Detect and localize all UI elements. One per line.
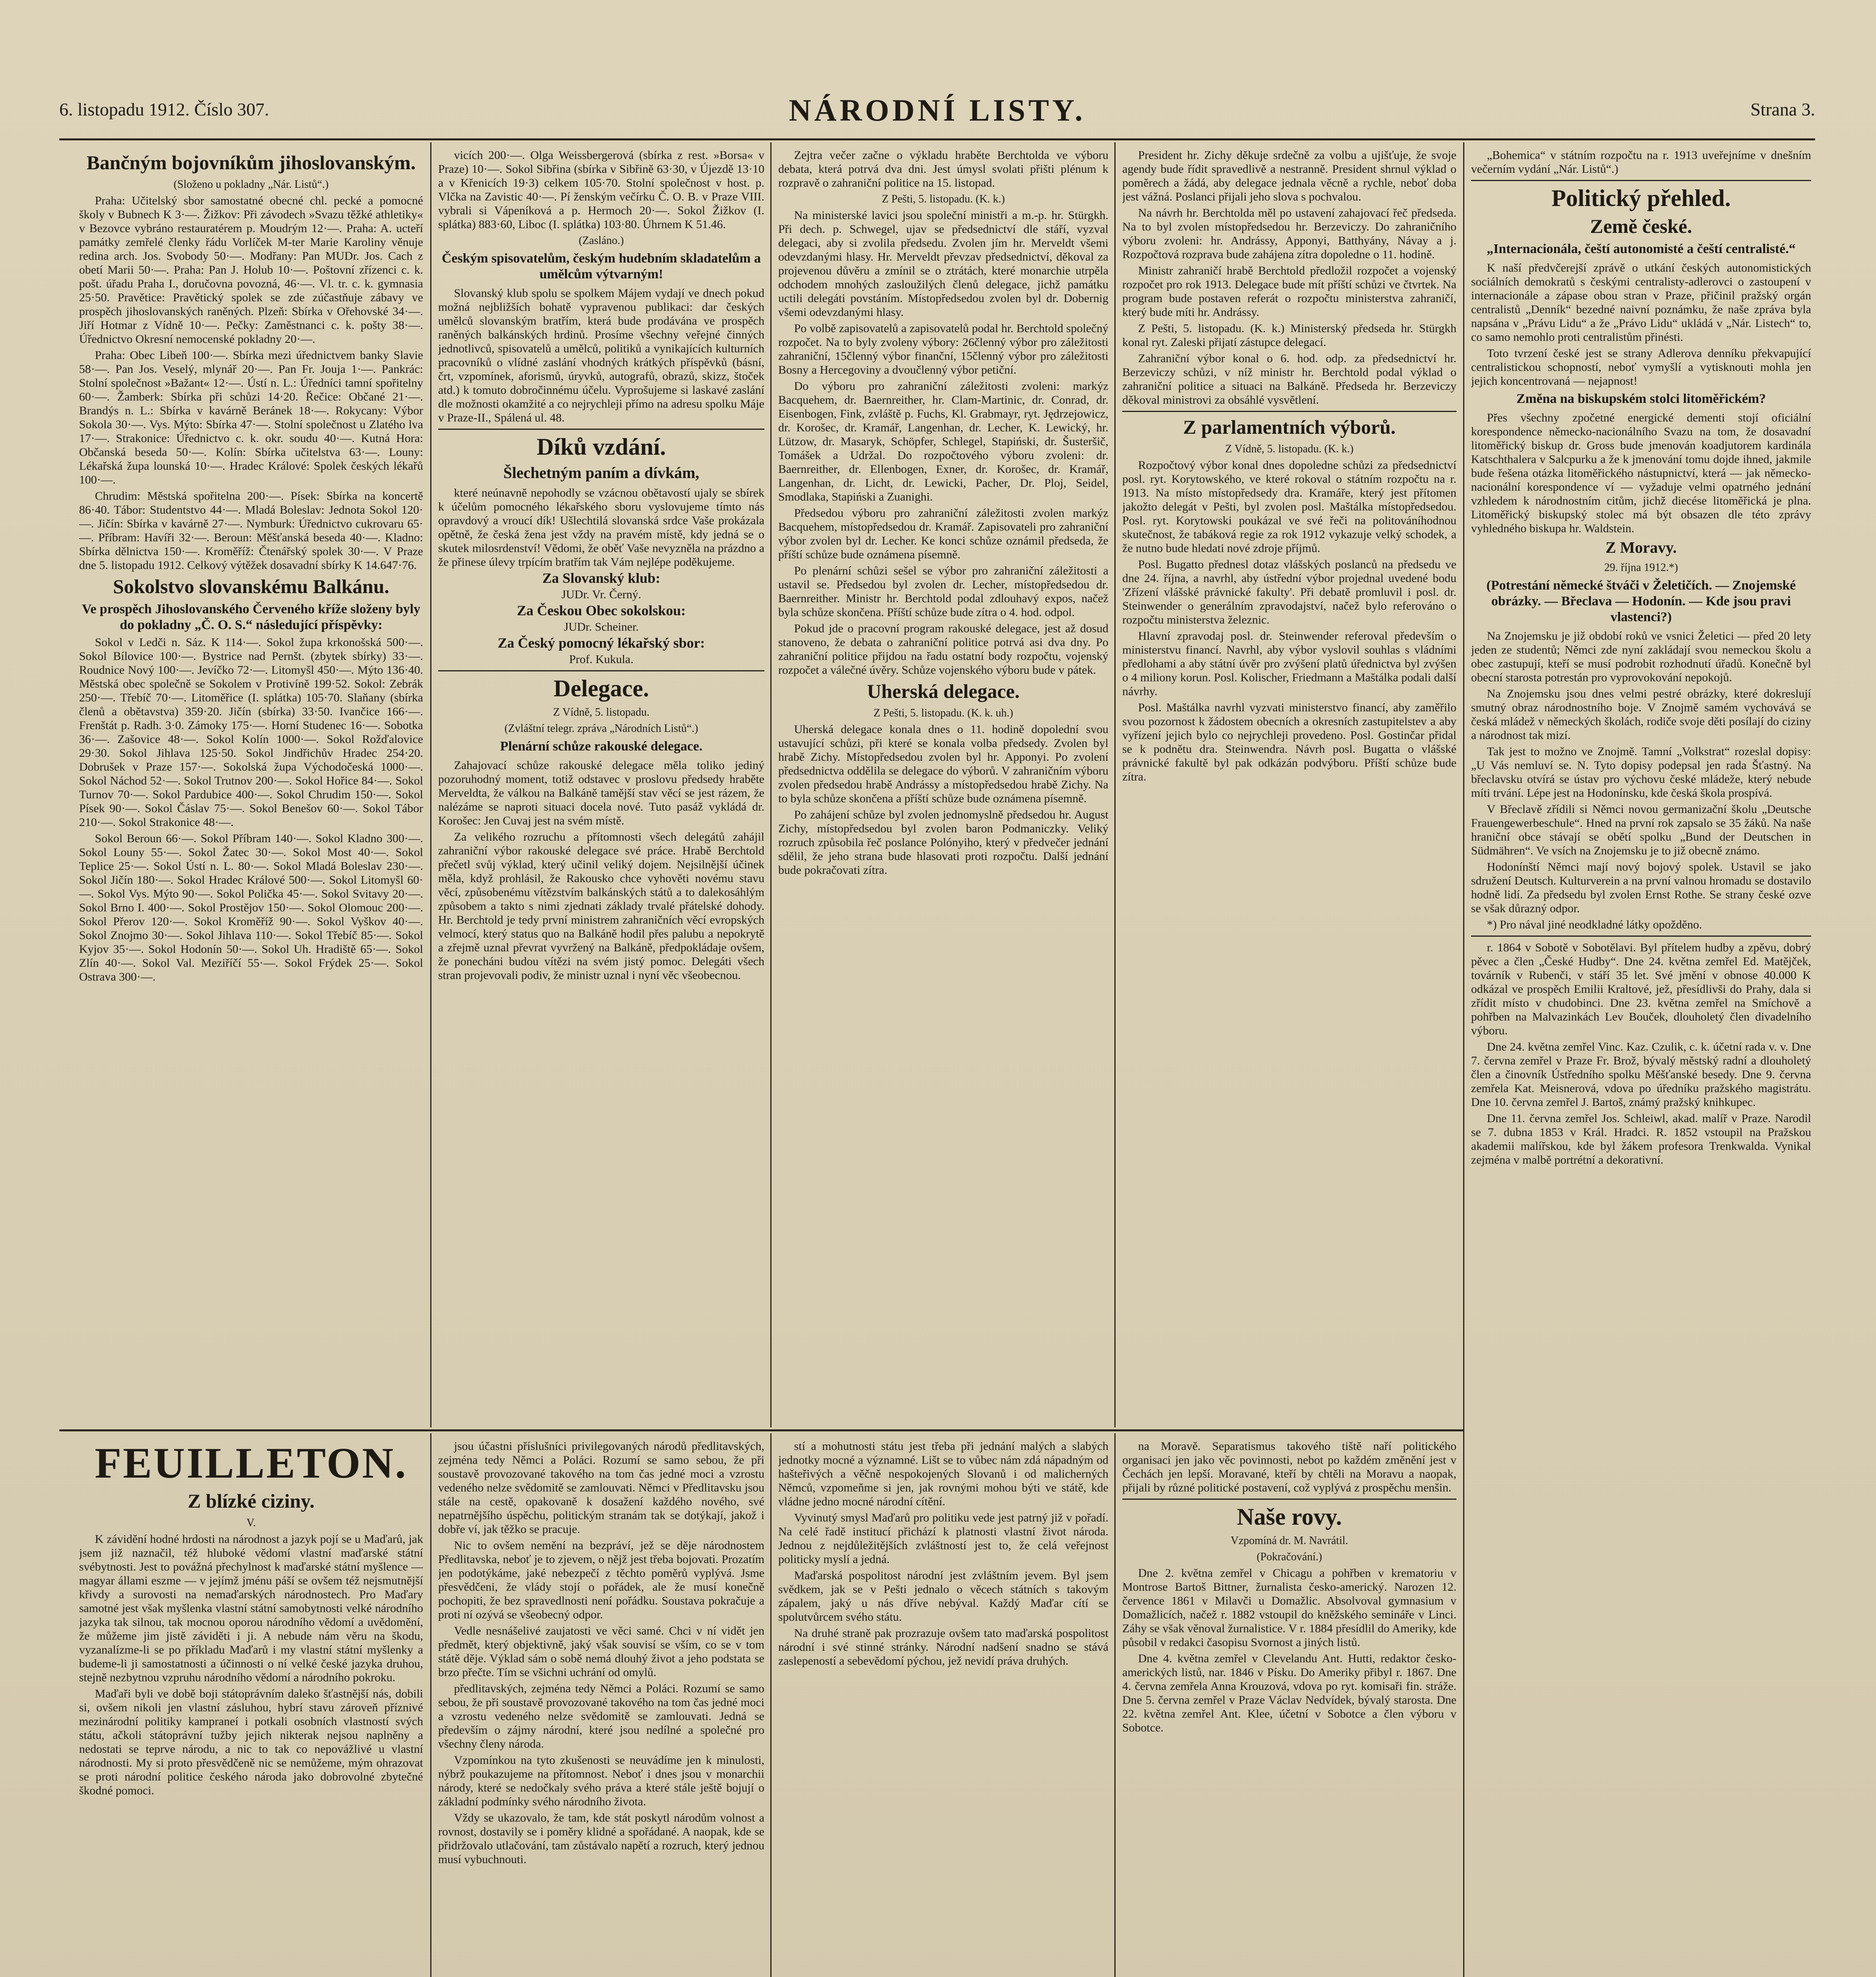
article-text: Praha: Učitelský sbor samostatné obecné chl. pecké a pomocné školy v Bubnech K 3·—. Žižkov: Při závodech »Svazu těžké athletiky« v Bezovce vybráno restauratérem p. Moudrým 12·—. Praha: A. ucteří památky zemřelé členky řádu Vorlíček M-ter Marie Karoliny věnuje redina arch. Jos. Svobody 50·—. Modřany: Pan MUDr. Jos. Cach z obetí Marii 50·—. Praha: Pan J. Holub 10·—. Poštovní zřízenci c. k. pošt. úřadu Praha I., doručovna povozná, 46·—. Vl. tr. c. k. gymnasia 25·50. Pravětice: Pravětický spolek se zde zúčastňuje zábavy ve prospěch jihoslovanských raněných. Plzeň: Sbírka v Ořehovské 34·—. Jiří Hotmar z Vídně 10·—. Pečky: Zaměstnanci c. k. pošty 38·—. Úřednictvo Okresní nemocenské pokladny 20·—. [79, 194, 423, 346]
page-header [59, 91, 1815, 138]
signature: Za Českou Obec sokolskou: [516, 603, 686, 618]
article-text: stí a mohutnosti státu jest třeba při jednání malých a slabých jednotky mocné a významné. Lišt se to vůbec nám zdá nápadným od hašteřivých a věčně nespokojených Slovanů i od malicherných Němců, vzpomeňme si jen, jak rovnými mohou býti ve státě, kde vládne jedno mocné národní cítění. [778, 1440, 1108, 1508]
article-text: Tak jest to možno ve Znojmě. Tamní „Volkstrat“ rozeslal dopisy: „U Vás nemluví se. N. Tyto dopisy podepsal jen rada Šťastný. Na břeclavsku otvírá se ústav pro výchovu české mládeže, který nebude míti trvání. Lépe jest na Hodonínsku, kde česká škola prospívá. [1471, 745, 1811, 799]
article-title: Z Moravy. [1606, 539, 1677, 556]
article-text: Hodonínští Němci mají nový bojový spolek. Ustavil se jako sdružení Deutsch. Kulturverein a na první valnou hromadu se dostavilo hodně lidí. Za předsedu byl zvolen Ernst Rothe. Se strany české ozve se však důrazný odpor. [1471, 860, 1811, 915]
article-title: Uherská delegace. [867, 680, 1020, 702]
article-title: Z parlamentních výborů. [1183, 416, 1396, 438]
divider [438, 670, 764, 671]
footnote: *) Pro nával jiné neodkladné látky opožděno. [1487, 918, 1702, 931]
article-subtitle: (Složeno u pokladny „Nár. Listů“.) [174, 178, 329, 191]
article-text: Zahraniční výbor konal o 6. hod. odp. za předsednictví hr. Berzeviczy schůzi, v níž ministr hr. Berchtold podal výklad o zahraniční politice a situaci na Balkáně. Předseda hr. Berzeviczy děkoval ministrovi za obsáhlé vysvětlení. [1122, 352, 1456, 406]
article-text: Zahajovací schůze rakouské delegace měla toliko jediný pozoruhodný moment, totiž odstavec v proslovu předsedy hraběte Merveldta, že válkou na Balkáně tamější stav věcí se jest rázem, že nalézáme se naproti situaci docela nové. Tuto pasáž vykládá dr. Korošec: Jen Cuvaj jest na svém místě. [438, 759, 764, 827]
article-text: Nic to ovšem nemění na bezpráví, jež se děje národnostem Předlitavska, neboť je to zjevem, o nějž jest třeba bojovati. Prozatím jen podotýkáme, jaké nebezpečí z těchto poměrů vyplývá. Jsme přesvědčeni, že vlády stojí o pořádek, ale že musí konečně pochopiti, že bez spravedlnosti není pořádku. Soustava pokračuje a proti ní ozývá se všeobecný odpor. [438, 1539, 764, 1621]
article-text: předlitavských, zejména tedy Němci a Poláci. Rozumí se samo sebou, že při soustavě provozované takového na tom čas jedné moci a vzrostu vedeného nelze svědomitě se zamlouvati. Jedná se především o zájmy národní, které jsou nedílné a společné pro všechny členy národa. [438, 1682, 764, 1750]
header-rule [59, 138, 1815, 140]
article-text: Dne 2. května zemřel v Chicagu a pohřben v krematoriu v Montrose Bartoš Bittner, žurnalista česko-americký. Narozen 12. července 1861 v Milavči u Domažlic. Absolvoval gymnasium v Domažlicích, načež r. 1882 vstoupil do kněžského semináře v Linci. Záhy se však věnoval žurnalistice. V r. 1884 přesídlil do Ameriky, kde působil v redakci časopisu Svornost a jiných listů. [1122, 1567, 1456, 1649]
feuilleton-column [79, 1439, 423, 1977]
column-rule [430, 142, 431, 1427]
article-text: Uherská delegace konala dnes o 11. hodině dopolední svou ustavující schůzi, při které se konala volba předsedy. Zvolen byl hrabě Zichy. Místopředsedou zvolen byl hr. Apponyi. Po zvolení předsednictva oddělila se delegace do výborů. V zahraničním výboru zvolen předsedou hrabě Andrássy a místopředsedou hrabě Zichy. Na to byla schůze skončena a příští schůze bude oznámena písemně. [778, 723, 1108, 805]
article-text: Praha: Obec Libeň 100·—. Sbírka mezi úřednictvem banky Slavie 58·—. Pan Jos. Veselý, mlynář 20·—. Pan Fr. Jouja 1·—. Pankrác: Stolní společnost »Bažant« 12·—. Ústí n. L.: Úředníci tamní spořitelny 60·—. Žamberk: Sbírka při schůzi 14·20. Řečice: Občané 21·—. Brandýs n. L.: Sbírka v kavárně Beránek 18·—. Rokycany: Výbor Sokola 30·—. Vys. Mýto: Sbírka 47·—. Stolní společnost u Zlatého lva 17·—. Strakonice: Úřednictvo c. k. okr. soudu 40·—. Kutná Hora: Občanská beseda 50·—. Kolín: Sbírka učitelstva 63·—. Louny: Lékařská župa lounská 10·—. Hradec Králové: Spolek českých lékařů 100·—. [79, 349, 423, 486]
signature: Za Slovanský klub: [542, 570, 660, 586]
signature-name: Prof. Kukula. [569, 653, 634, 666]
article-title: Bančným bojovníkům jihoslovanským. [86, 151, 416, 174]
section-subtitle: Země české. [1590, 215, 1693, 237]
article-text: které neúnavně nepohodly se vzácnou obětavostí ujaly se sbírek k účelům pomocného lékařského sboru vyslovujeme tímto nás opravdový a vroucí dík! Ušlechtilá slovanská srdce Vaše prokázala opětně, že česká žena jest vždy na pravém místě, kdy jedná se o skutek milosrdenství! Vědomi, že oběť Vaše nevyzněla na prázdno a že přinese úlevy trpícím bratřím tak Vám nejlépe poděkujeme. [438, 486, 764, 569]
article-text: Sokol Beroun 66·—. Sokol Příbram 140·—. Sokol Kladno 300·—. Sokol Louny 55·—. Sokol Žatec 30·—. Sokol Most 40·—. Sokol Teplice 25·—. Sokol Ústí n. L. 80·—. Sokol Mladá Boleslav 230·—. Sokol Jičín 180·—. Sokol Hradec Králové 500·—. Sokol Litomyšl 60·—. Sokol Vys. Mýto 90·—. Sokol Polička 45·—. Sokol Svitavy 20·—. Sokol Brno I. 400·—. Sokol Prostějov 150·—. Sokol Olomouc 200·—. Sokol Přerov 120·—. Sokol Kroměříž 90·—. Sokol Vyškov 40·—. Sokol Znojmo 30·—. Sokol Jihlava 110·—. Sokol Třebíč 85·—. Sokol Kyjov 35·—. Sokol Hodonín 50·—. Sokol Uh. Hradiště 65·—. Sokol Zlín 40·—. Sokol Val. Meziříčí 55·—. Sokol Frýdek 25·—. Sokol Ostrava 300·—. [79, 832, 423, 983]
article-text: Hlavní zpravodaj posl. dr. Steinwender referoval především o ministerstvu financí. Navrhl, aby výbor vyslovil souhlas s vládními předlohami a aby státní úvěr pro zvýšení platů úřednictva byl zvýšen o 4 miliony korun. Posl. Kolischer, Friedmann a Maštálka podali další návrhy. [1122, 629, 1456, 698]
signature-name: JUDr. Vr. Černý. [561, 588, 641, 601]
masthead: NÁRODNÍ LISTY. [789, 93, 1086, 127]
dateline: Z Vídně, 5. listopadu. [553, 706, 650, 718]
article-text: Přes všechny zpočetné energické dementi stojí oficiální korespondence německo-nacionálního Svazu na tom, že dosavadní litoměřický biskup dr. Gross bude jmenován koadjutorem kardinála Katschthalera v Salcpurku a že k jmenování tomu dojde ihned, jakmile bude řešena otázka litoměřického nástupnictví, která — jak německo-nacionální korespondence ví — vyžaduje velmi opatrného jednání vzhledem k národnostním citům, jichž diecése litoměřická je plna. Litoměřický biskupský stolec má být obsazen dle této zprávy vyhledného biskupa hr. Waldstein. [1471, 411, 1811, 535]
column-rule [430, 1433, 431, 1977]
article-text: Pokud jde o pracovní program rakouské delegace, jest až dosud stanoveno, že debata o zahraniční politice potrvá asi dva dny. Po zahraniční politice přijdou na řadu ostatní body rozpočtu, vojenský rozpočet a válečné úvěry. Schůze vojenského výboru bude v pátek. [778, 622, 1108, 677]
feuilleton-rule [59, 1429, 1463, 1431]
signature-name: JUDr. Scheiner. [564, 620, 639, 633]
column-1 [79, 148, 423, 1425]
column-2 [438, 148, 764, 1425]
article-text: Na ministerské lavici jsou společní ministři a m.-p. hr. Stürgkh. Při dech. p. Schwegel, ujav se předsednictví dle stáří, vyzval delegaci, aby si zvolila předsedu. Zvolen jím hr. Merveldt všemi odevzdanými hlasy. Hr. Merveldt převzav předsednictví, děkoval za projevenou důvěru a zmínil se o ztrátách, které monarchie utrpěla odchodem mnohých zasloužilých členů delegace, jichž památku uctili delegáti povstáním. Místopředsedou zvolen byl dr. Dobernig všemi odevzdanými hlasy. [778, 209, 1108, 319]
article-text: Na Znojemsku jsou dnes velmi pestré obrázky, které dokreslují smutný obraz národnostního boje. V Znojmě samém vychovává se česká mládež v německých školách, rodiče svoje děti posílají do ciziny a národnost tak mizí. [1471, 687, 1811, 742]
article-text: Dne 24. května zemřel Vinc. Kaz. Czulik, c. k. účetní rada v. v. Dne 7. června zemřel v Praze Fr. Brož, bývalý městský radní a dlouholetý člen a činovník Ústředního spolku Měšťanské besedy. Dne 9. června zemřela Kat. Meisnerová, vdova po úředníku pražského magistrátu. Dne 10. června zemřel J. Bartoš, známý pražský knihkupec. [1471, 1040, 1811, 1109]
article-title: „Internacionála, čeští autonomisté a čeští centralisté.“ [1486, 242, 1796, 256]
dateline: Z Pešti, 5. listopadu. (K. k.) [881, 193, 1005, 205]
issue-date: 6. listopadu 1912. Číslo 307. [59, 99, 269, 119]
divider [1471, 936, 1811, 937]
article-text: Vzpomínkou na tyto zkušenosti se neuvádíme jen k minulosti, nýbrž poukazujeme na přítomnost. Neboť i dnes jsou v monarchii národy, které se nedočkaly svého práva a které stále ještě bojují o základní podmínky svého národního života. [438, 1754, 764, 1808]
divider [438, 429, 764, 430]
article-text: K závidění hodné hrdosti na národnost a jazyk pojí se u Maďarů, jak jsem již naznačil, též hluboké vědomí vlastní maďarské státní svébytnosti. Jest to povážná přechylnost k maďarské státní myšlence — magyar állami eszme — v jejímž jménu páší se ovšem též nejsmutnější křivdy a surovosti na nemaďarských národnostech. Pro Maďary samotné jest však myšlenka vlastní státní samobytnosti velké národního jazyka tak silnou, tak mocnou oporou národního vědomí a uvědomění, že můžeme jim jistě záviděti i ji. A nebude nám věru na škodu, vyzanalízme-li se po příkladu Maďarů i my vlastní státní myšlenky a budeme-li ji samostatnosti a účinnosti o ní velké české jazyka druhou, stejně nezbytnou vzpruhu národního vědomí a národního pokroku. [79, 1533, 423, 1684]
article-text: r. 1864 v Sobotě v Sobotělavi. Byl přítelem hudby a zpěvu, dobrý pěvec a člen „České Hudby“. Dne 24. května zemřel Ed. Matějček, továrník v Rubenči, v stáří 35 let. Své jmění v obnose 40.000 K odkázal ve prospěch Emilii Kraltové, jež, přesídlivši do Prahy, dala si zřídit místo v chudobinci. Dne 23. května zemřel na Smíchově a pohřben na Malvazinkách Lev Bouček, dlouholetý člen divadelního výboru. [1471, 941, 1811, 1037]
article-text: vicích 200·—. Olga Weissbergerová (sbírka z rest. »Borsa« v Praze) 10·—. Sokol Sibřina (sbírka v Sibřině 63·30, v Újezdě 13·10 a v Křenicích 19·3) celkem 105·70. Stolní společnost v host. p. Vlčka na Zavistic 40·—. Pí ženským večírku Č. O. B. v Praze VIII. vybrali si Vápeníková a p. Hermoch 20·—. Sokol Žižkov (I. splátka) 883·60, Liboc (I. splátka) 103·80. Úhrnem K 51.46. [438, 149, 764, 231]
article-text: Ministr zahraničí hrabě Berchtold předložil rozpočet a vojenský rozpočet pro rok 1913. Delegace bude mít příští schůzi ve čtvrtek. Na program bude postaven referát o rozpočtu ministerstva zahraničí, který bude míti hr. Andrássy. [1122, 264, 1456, 319]
signature: Za Český pomocný lékařský sbor: [497, 635, 705, 651]
article-title: Českým spisovatelům, českým hudebním skladatelům a umělcům výtvarným! [442, 251, 761, 282]
column-2-lower [438, 1439, 764, 1977]
column-3-lower [778, 1439, 1108, 1977]
article-text: jsou účastni příslušníci privilegovaných národů předlitavských, zejména tedy Němci a Poláci. Rozumí se samo sebou, že při soustavě provozované takového na tom čas jedné moci a vzrostu vedeného nelze svědomitě se zamlouvati. Němci v Předlitavsku jsou stále na cestě, opakovaně k dosažení každého nového, své nepatrnějšího úspěchu, politickým stranám tak se dotýkají, jakož i dobře ví, jak těžko se pracuje. [438, 1440, 764, 1536]
article-subtitle: Ve prospěch Jihoslovanského Červeného kříže složeny byly do pokladny „Č. O. S.“ následující příspěvky: [82, 602, 420, 632]
article-text: Předsedou výboru pro zahraniční záležitosti zvolen markýz Bacquehem, místopředsedou dr. Kramář. Zapisovateli pro zahraniční výbor zvolen byl dr. Lecher. Ke konci schůze oznámil předseda, že příští schůze bude oznámena písemně. [778, 507, 1108, 561]
article-note: „Bohemica“ v státním rozpočtu na r. 1913 uveřejníme v dnešním večerním vydání „Nár. Listů“.) [1471, 149, 1811, 176]
column-rule [770, 142, 772, 1427]
article-text: Po plenární schůzi sešel se výbor pro zahraniční záležitosti a ustavil se. Předsedou byl zvolen dr. Lecher, místopředsedou dr. Baernreither. Ministr hr. Berchtold podal zdlouhavý expos, načež byla schůze skončena. Příští schůze bude zítra o 4. hod. odpol. [778, 564, 1108, 619]
article-text: Po volbě zapisovatelů a zapisovatelů podal hr. Berchtold společný rozpočet. Na to byly zvoleny výbory: 26členný výbor pro záležitosti zahraniční, 15členný výbor finanční, 15členný výbor pro záležitosti Bosny a Hercegoviny a dvoučlenný výbor petiční. [778, 322, 1108, 376]
column-4-lower [1122, 1439, 1456, 1977]
divider [1471, 180, 1811, 181]
article-title: Díků vzdání. [537, 434, 666, 460]
dateline: Z Vídně, 5. listopadu. (K. k.) [1225, 443, 1354, 455]
article-text: Posl. Maštálka navrhl vyzvati ministerstvo financí, aby zaměřilo svou pozornost k žádostem obecních a okresních zastupitelstev a aby vyřízení jejich bylo co nejrychleji provedeno. Posl. Gostinčar přidal se k podnětu dra. Steinwendra. Návrh posl. Bugatta o vlášské právnické fakultě byl pak odkázán podvýboru. Příští schůze bude zítra. [1122, 701, 1456, 783]
article-text: Po zahájení schůze byl zvolen jednomyslně předsedou hr. August Zichy, místopředsedou byl zvolen baron Podmaniczky. Veliký rozruch způsobila řeč poslance Polónyiho, který v předvečer jednání sdělil, že jeho strana bude hlasovati proti rozpočtu. Další jednání bude pokračovati zítra. [778, 808, 1108, 877]
article-title: Naše rovy. [1237, 1504, 1342, 1530]
article-title: Delegace. [553, 675, 649, 701]
article-title: Sokolstvo slovanskému Balkánu. [113, 575, 390, 597]
article-text: Do výboru pro zahraniční záležitosti zvoleni: markýz Bacquehem, dr. Baernreither, hr. Clam-Martinic, dr. Conrad, dr. Eisenbogen, Fink, zvláště p. Fuchs, Kl. Grabmayr, ryt. Jędrzejowicz, dr. Korošec, dr. Kramář, Langenhan, dr. Lecher, K. Lewický, hr. Lützow, dr. Masaryk, Schöpfer, Schlegel, Stapiński, dr. Šusteršič, Tomášek a Udržal. Do rozpočtového výboru zvoleni: dr. Baernreither, dr. Ellenbogen, Exner, dr. Korošec, dr. Kramář, Langenhan, dr. Licht, dr. Lewicki, Pacher, Dr. Ploj, Seidel, Smodlaka, Stapiński a Zuanighi. [778, 380, 1108, 503]
column-3 [778, 148, 1108, 1425]
divider [1122, 1499, 1456, 1500]
dateline: (Zvláštní telegr. zpráva „Národních Listů“.) [504, 722, 698, 735]
column-rule [770, 1433, 772, 1977]
article-text: Zejtra večer začne o výkladu hraběte Berchtolda ve výboru debata, která potrvá dva dni. Jest úmysl svolati přišti plénum k rozpravě o zahraniční politice na 15. listopad. [778, 149, 1108, 189]
article-text: Na Znojemsku je již období roků ve vsnici Želetici — před 20 lety jeden ze studentů; Němci zde nyní zakládají svou nemeckou školu a obec zastupují, kteří se musí podrobit rozhodnutí úřadů. Konečně byl obecní starosta potrestán pro vyprovokování nepokojů. [1471, 629, 1811, 684]
column-rule [1463, 142, 1464, 1977]
dateline: 29. října 1912.*) [1604, 561, 1678, 574]
article-text: Slovanský klub spolu se spolkem Májem vydají ve dnech pokud možná nejbližších bohatě vypravenou publikaci: dar českých umělců slovanským bratřím, která bude prodávána ve prospěch raněných balkánských hrdinů. Prosíme všechny veřejné činných jednotlivců, spisovatelů a umělců, politiků a vynikajících kulturních pracovníků o vlídné zaslání vhodných krátkých příspěvků (básní, črt, vzpomínek, aforismů, úryvků, autografů, obrazů, skizz, štoček atd.) k tomuto dobročinnému účelu. Vyprošujeme si laskavé zaslání dle možnosti okamžité a co nejrychleji přímo na adresu spolku Máje v Praze-II., Spálená ul. 48. [438, 287, 764, 424]
article-title: (Potrestání německé štváči v Želetičích. — Znojemské obrázky. — Břeclava — Hodonín. — Kde jsou pravi vlastenci?) [1486, 578, 1796, 624]
feuilleton-title: FEUILLETON. [95, 1439, 408, 1487]
article-text: V Břeclavě zřídili si Němci novou germanizační školu „Deutsche Frauengewerbeschule“. Hned na první rok zapsalo se 35 žáků. Na naše hraniční obce stávají se obětí spolku „Bund der Deutschen in Südmähren“. Ve vsích na Znojemsku je to již obecně známo. [1471, 803, 1811, 857]
article-byline: Vzpomíná dr. M. Navrátil. [1230, 1535, 1348, 1547]
article-title: Šlechetným paním a dívkám, [503, 464, 700, 482]
article-text: Chrudim: Městská spořitelna 200·—. Písek: Sbírka na koncertě 86·40. Tábor: Studentstvo 44·—. Mladá Boleslav: Jednota Sokol 120·—. Jičín: Sbírka v kavárně 27·—. Nymburk: Úřednictvo cukrovaru 65·—. Příbram: Havíři 32·—. Beroun: Měšťanská beseda 40·—. Kladno: Sbírka dělnictva 150·—. Kroměříž: Čtenářský spolek 30·—. V Praze dne 5. listopadu 1912. Celkový výtěžek dosavadní sbírky K 14.647·76. [79, 490, 423, 572]
article-text: Za velikého rozruchu a přítomnosti všech delegátů zahájil zahraniční výbor rakouské delegace své práce. Hrabě Berchtold přečetl svůj výklad, který učinil veliký dojem. Nejsilnější účinek měla, když prohlásil, že Rakousko chce vyhověti novému stavu věcí, způsobenému vítězstvím balkánských států a to dalekosáhlým způsobem a takto s nimi zjednati základy trvalé přátelské dohody. Hr. Berchtold je tedy první ministrem zahraničních věcí evropských velmocí, který status quo na Balkáně hodil přes palubu a nepokrytě a zřejmě uznal převrat vyvržený na Balkáně, předpokládaje ovšem, že ponecháni budou vítězi na svém jistý pomoc. Delegáti všech stran projevovali podiv, že ministr uznal i nyní věc všeobecnou. [438, 830, 764, 982]
column-5 [1471, 148, 1811, 1977]
article-part: (Pokračování.) [1256, 1551, 1322, 1563]
article-text: Toto tvrzení české jest se strany Adlerova denníku překvapující centralistickou schopností, neboť vymyšlí a vytisknouti mohla jen jejich koncentrovaná — nejapnost! [1471, 347, 1811, 387]
section-label: (Zasláno.) [579, 234, 624, 247]
divider [1122, 411, 1456, 412]
article-text: Posl. Bugatto přednesl dotaz vlášských poslanců na předsedu ve dne 24. října, a navrhl, aby ústřední výbor projednal uvedené bodu 'Zřízení vlášské právnické fakulty'. Při debatě promluvil i posl. dr. Steinwender o generálním zpravodajství, načež bylo referováno o rozpočtu ministerstva železnic. [1122, 558, 1456, 626]
article-text: Sokol v Ledči n. Sáz. K 114·—. Sokol župa krkonošská 500·—. Sokol Bílovice 100·—. Bystrice nad Pernšt. (zbytek sbírky) 33·—. Roudnice Nový 100·—. Jevíčko 72·—. Litomyšl 450·—. Mýto 136·40. Městská obec společně se Sokolem v Protivíně 199·52. Sokol: Zebrák 250·—. Třebíč 70·—. Litoměřice (I. splátka) 105·70. Slaňany (sbírka členů a obětavstva) 359·20. Jičín (sbírka) 33·50. Ivančice 166·—. Frenštát p. Radh. 3·0. Zámoky 175·—. Horní Studenec 16·—. Sobotka 36·—. Zašovice 48·—. Sokol Kolín 1000·—. Sokol Rožďalovice 29·30. Sokol Jihlava 125·50. Sokol Jindřichův Hradec 254·20. Dobrušek v Praze 157·—. Sokolská župa Východočeská 1000·—. Sokol Náchod 52·—. Sokol Trutnov 200·—. Sokol Hořice 84·—. Sokol Turnov 70·—. Sokol Pardubice 400·—. Sokol Chrudim 150·—. Sokol Písek 90·—. Sokol Čáslav 75·—. Sokol Benešov 60·—. Sokol Tábor 210·—. Sokol Strakonice 48·—. [79, 636, 423, 829]
article-text: Na návrh hr. Berchtolda měl po ustavení zahajovací řeč předseda. Na to byl zvolen místopředsedou hr. Berzeviczy. Do zahraničního výboru zvoleni: hr. Andrássy, Apponyi, Batthyány, Návay a j. Rozpočtová rozprava bude zahájena zítra dopoledne o 11. hodině. [1122, 206, 1456, 261]
section-title: Politický přehled. [1551, 185, 1731, 211]
article-text: President hr. Zichy děkuje srdečně za volbu a ujišťuje, že svoje agendy bude řídit spravedlivě a nestranně. President shrnul výklad o poměrech a žádá, aby delegace jednala věcně a rychle, neboť doba jest vážná. Poslanci přijali jeho slova s pochvalou. [1122, 149, 1456, 203]
article-text: Rozpočtový výbor konal dnes dopoledne schůzi za předsednictví posl. ryt. Korytowského, ve které rokoval o státním rozpočtu na r. 1913. Na místo místopředsedy dra. Kramáře, který jest přítomen jakožto delegát v Pešti, byl zvolen posl. Maštálka místopředsedou. Posl. ryt. Korytowski poukázal ve své řeči na politováníhodnou skutečnost, že tabáková regie za rok 1912 vykazuje velký schodek, a že nutno bude hledati nové zdroje příjmů. [1122, 459, 1456, 555]
article-text: Vyvinutý smysl Maďarů pro politiku vede jest patrný již v pořadí. Na celé řadě institucí přichází k platnosti vlastní život národa. Jednou z nejdůležitějších zvláštností jest to, že celá veřejnost politicky myslí a jedná. [778, 1511, 1108, 1566]
article-text: Maďarská pospolitost národní jest zvláštním jevem. Byl jsem svědkem, jak se v Pešti jednalo o věcech státních s takovým zápalem, jaký u nás dříve nebýval. Každý Maďar cítí se spolutvůrcem svého státu. [778, 1569, 1108, 1624]
column-rule [1114, 1433, 1116, 1977]
article-text: Vedle nesnášelivé zaujatosti ve věci samé. Chci v ní vidět jen předmět, který objektivně, jaký však souvisí se vším, co se v tom státě děje. Výklad sám o sobě nemá dlouhý život a jeho podstata se brzo přečte. Tím se všichni uchrání od omylů. [438, 1624, 764, 1679]
article-text: Na druhé straně pak prozrazuje ovšem tato maďarská pospolitost národní i své stinné stránky. Národní nadšení snadno se stává zaslepeností a sebevědomí pýchou, jež nevidí práva druhých. [778, 1627, 1108, 1667]
dateline: Z Pešti, 5. listopadu. (K. k. uh.) [873, 707, 1014, 719]
article-text: K naší předvčerejší zprávě o utkání českých autonomistických sociálních demokratů s českými centralisty-adlerovci o zastoupení v internacionále a zápase obou stran v Praze, přičinil pražský orgán centralistů „Denník“ bezedné naivní poznámku, že naše zpráva byla napsána v „Právu Lidu“ a že „Právo Lidu“ ukládá v „Nár. Listech“ to, co samo nemohlo proti centralistům přinésti. [1471, 261, 1811, 344]
page-number: Strana 3. [1750, 99, 1815, 119]
article-title: Změna na biskupském stolci litoměřickém? [1516, 391, 1766, 406]
article-text: na Moravě. Separatismus takového tiště naří politického organisaci jen jako věc povinnosti, nebot po každém změnění jest v Čechách jen lepší. Moravané, kteří by chtěli na Moravu a naopak, přijali by různé politické postavení, což vyplývá z prospěchu menšin. [1122, 1440, 1456, 1494]
article-title: Z blízké ciziny. [187, 1490, 315, 1512]
column-rule [1114, 142, 1116, 1427]
article-text: Dne 11. června zemřel Jos. Schleiwl, akad. malíř v Praze. Narodil se 7. dubna 1853 v Král. Hradci. R. 1852 vstoupil na Pražskou akademii malířskou, kde byl žákem profesora Trenkwalda. Vynikal zejména v malbě portrétní a dekorativní. [1471, 1112, 1811, 1166]
article-text: Z Pešti, 5. listopadu. (K. k.) Ministerský předseda hr. Stürgkh konal ryt. Zaleski přijatí zástupce delegací. [1122, 322, 1456, 349]
article-text: Vždy se ukazovalo, že tam, kde stát poskytl národům volnost a rovnost, dostavily se i poměry klidné a spořádané. A naopak, kde se přidržovalo utlačování, tam zůstávalo napětí a rozruch, který jednou musí vybuchnouti. [438, 1811, 764, 1866]
article-text: Dne 4. května zemřel v Clevelandu Ant. Hutti, redaktor česko-amerických listů, nar. 1846 v Písku. Do Ameriky přibyl r. 1867. Dne 4. června zemřela Anna Krouzová, vdova po ryt. komisaři fin. stráže. Dne 5. června zemřel v Praze Václav Nedvídek, bývalý starosta. Dne 22. května zemřel Ant. Klee, účetní v Sobotce a člen výboru v Sobotce. [1122, 1652, 1456, 1734]
article-part: V. [246, 1517, 256, 1529]
article-title: Plenární schůze rakouské delegace. [500, 739, 703, 754]
column-4 [1122, 148, 1456, 1425]
article-text: Maďaři byli ve době boji státoprávním daleko šťastnější nás, dobili si, ovšem nikoli jen vlastní zásluhou, hybrí stavu zároveň příznivé mezinárodní politiky kampraneí i potkali osobních vlastností svých státu, ačkoli státoprávní tužby jejich nikterak nejsou naplněny a nedostati se teprve národu, a nic to tak co nepovážlivé u vlastní národnosti. My si proto přesvědčeně nic se nemůžeme, mým ohrazovat se proti národní politice českého národa jako dobrovolné zbytečné škodné pomoci. [79, 1687, 423, 1797]
